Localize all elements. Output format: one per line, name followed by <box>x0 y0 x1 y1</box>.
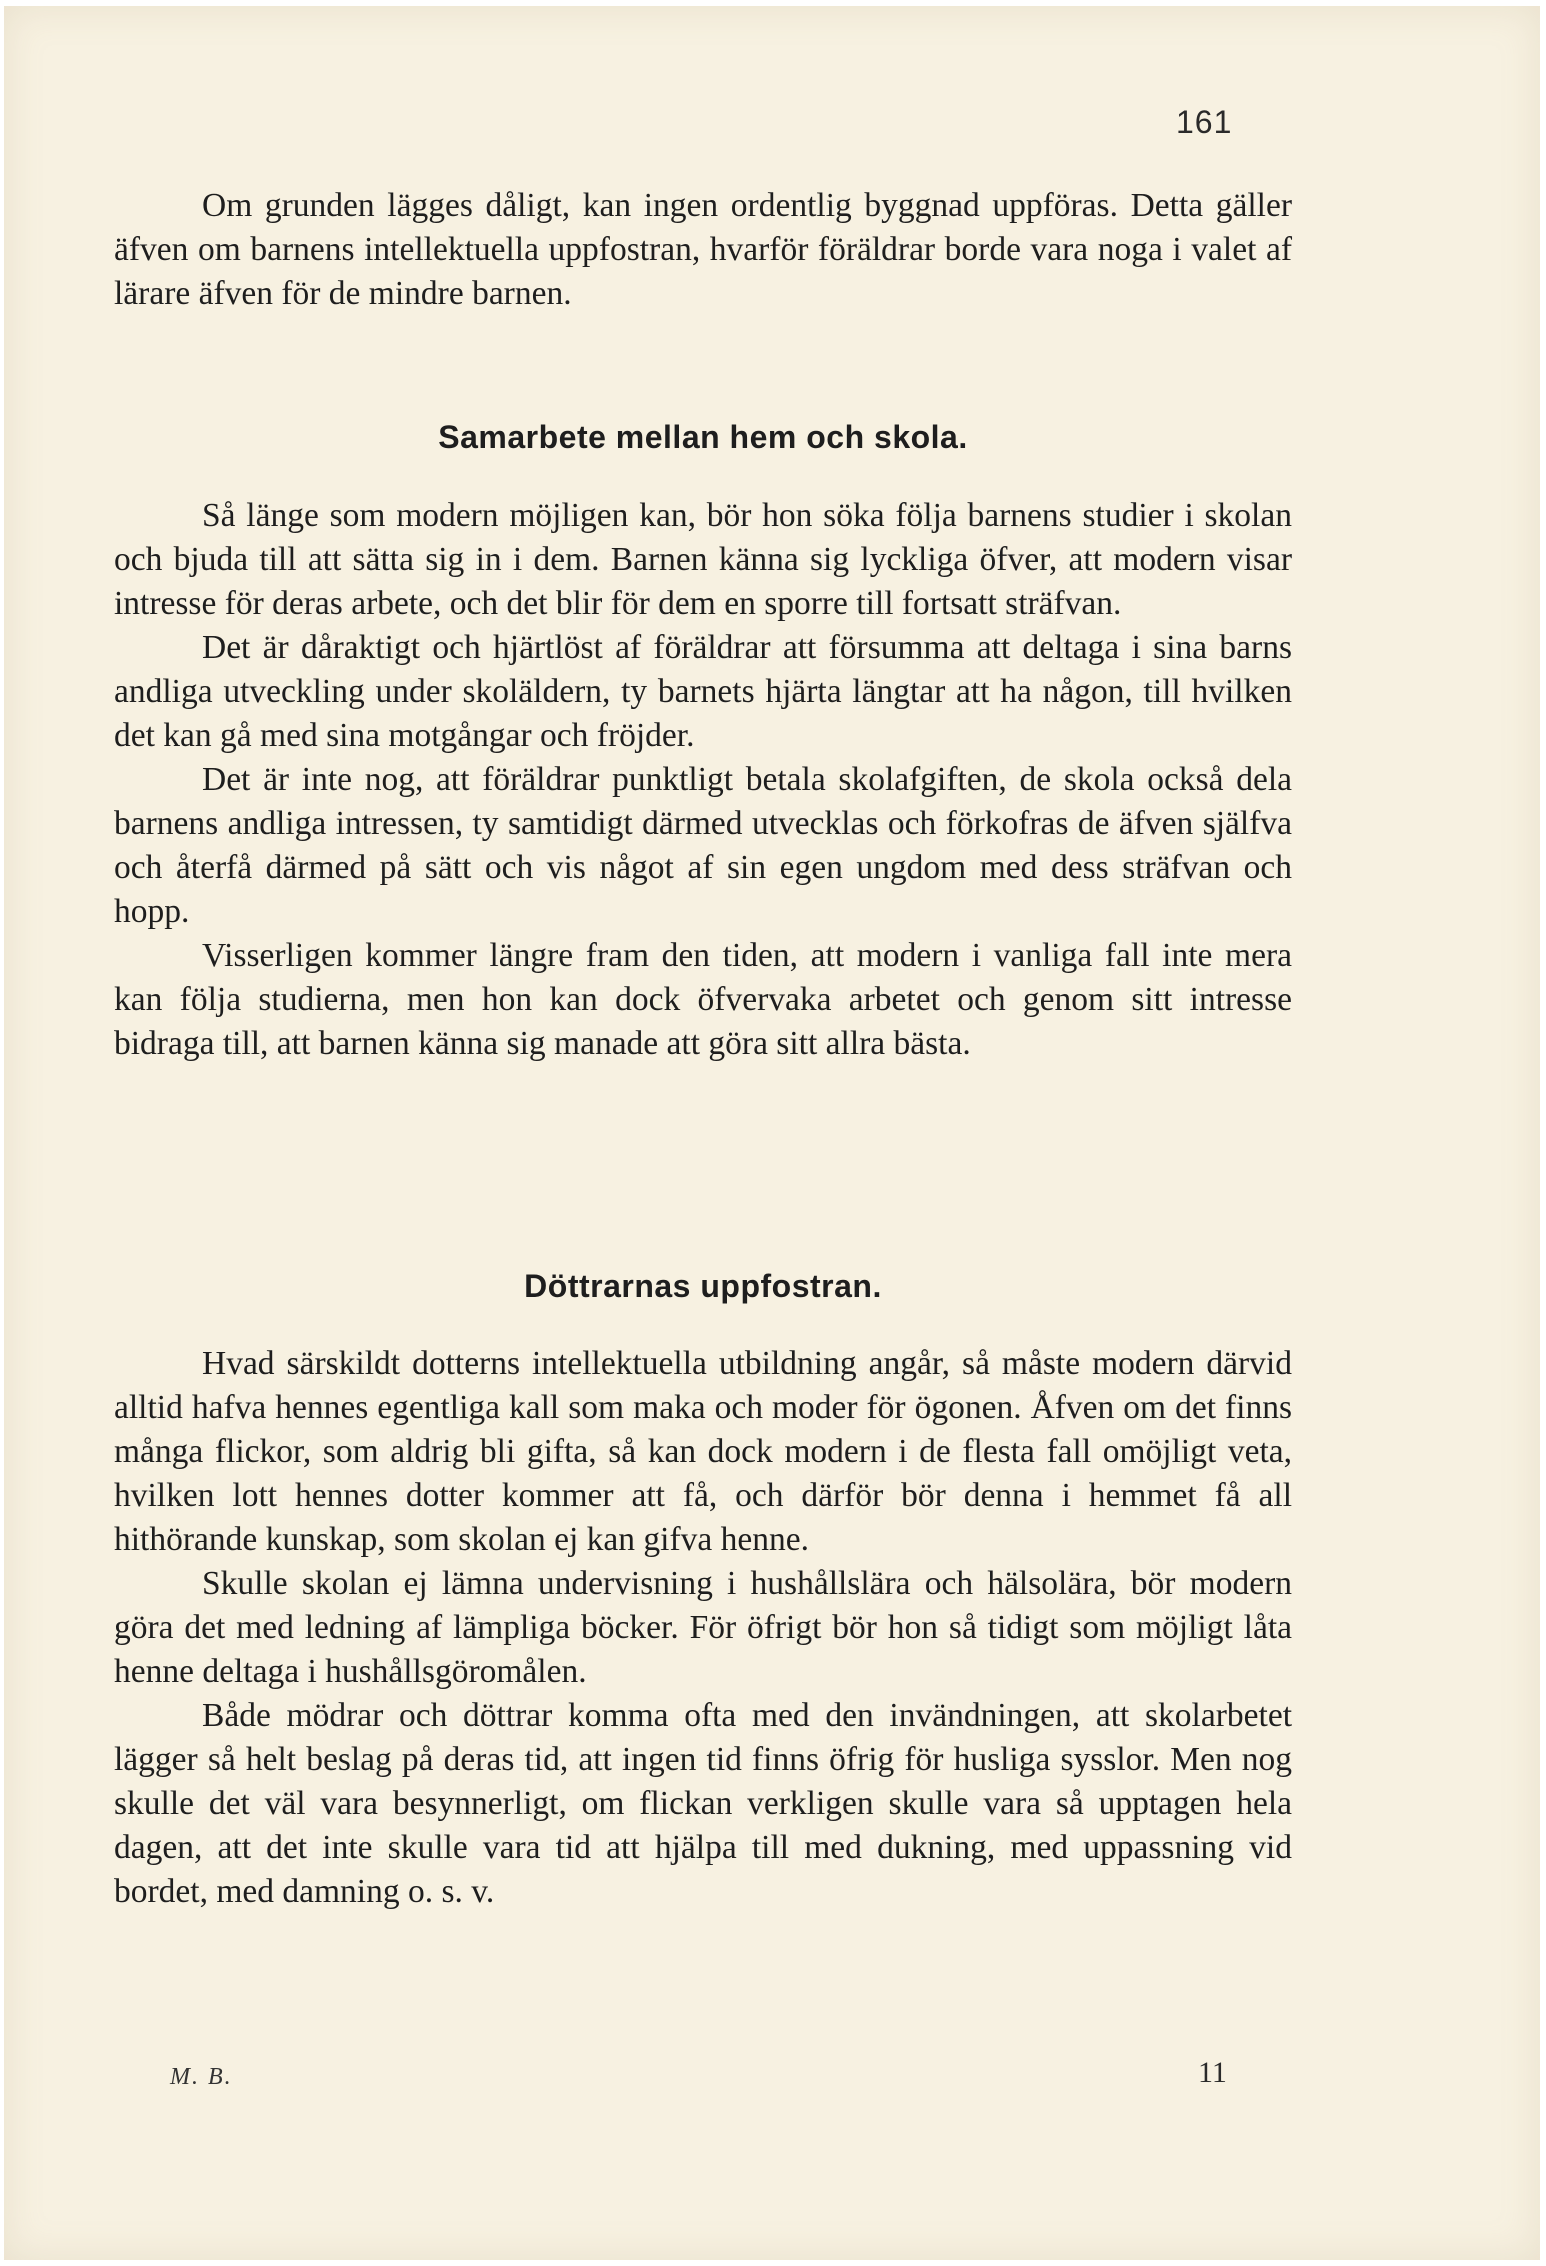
intro-paragraph: Om grunden lägges dåligt, kan ingen ordentlig byggnad uppföras. Detta gäller äfven om barnens intellektuella uppfostran, hvarför föräldrar borde vara noga i valet af lärare äfven för de mindre barnen. <box>114 187 1292 312</box>
section1-body <box>114 494 1292 1066</box>
section2-paragraph-1: Hvad särskildt dotterns intellektuella utbildning angår, så måste modern därvid alltid hafva hennes egentliga kall som maka och moder för ögonen. Åfven om det finns många flickor, som aldrig bli gifta, så kan dock modern i de flesta fall omöjligt veta, hvilken lott hennes dotter kommer att få, och därför bör denna i hemmet få all hithörande kunskap, som skolan ej kan gifva henne. <box>114 1345 1292 1558</box>
intro-block <box>114 184 1292 316</box>
section1-paragraph-3: Det är inte nog, att föräldrar punktligt betala skolafgiften, de skola också dela barnens andliga intressen, ty samtidigt därmed utvecklas och förkofras de äfven själfva och återfå därmed på sätt och vis något af sin egen ungdom med dess sträfvan och hopp. <box>114 761 1292 930</box>
section-heading-dottrarnas: Döttrarnas uppfostran. <box>524 1268 882 1304</box>
section2-paragraph-2: Skulle skolan ej lämna undervisning i hushållslära och hälsolära, bör modern göra det med ledning af lämpliga böcker. För öfrigt bör hon så tidigt som möjligt låta henne deltaga i hushållsgöromålen. <box>114 1565 1292 1690</box>
section1-paragraph-2: Det är dåraktigt och hjärtlöst af föräldrar att försumma att deltaga i sina barns andliga utveckling under skoläldern, ty barnets hjärta längtar att ha någon, till hvilken det kan gå med sina motgångar och fröjder. <box>114 629 1292 754</box>
page-number: 161 <box>1176 104 1233 140</box>
section1-paragraph-1: Så länge som modern möjligen kan, bör hon söka följa barnens studier i skolan och bjuda till att sätta sig in i dem. Barnen känna sig lyckliga öfver, att modern visar intresse för deras arbete, och det blir för dem en sporre till fortsatt sträfvan. <box>114 497 1292 622</box>
printer-signature: M. B. <box>170 2064 233 2090</box>
section2-paragraph-3: Både mödrar och döttrar komma ofta med den invändningen, att skolarbetet lägger så helt beslag på deras tid, att ingen tid finns öfrig för husliga sysslor. Men nog skulle det väl vara besynnerligt, om flickan verkligen skulle vara så upptagen hela dagen, att det inte skulle vara tid att hjälpa till med dukning, med uppassning vid bordet, med damning o. s. v. <box>114 1697 1292 1910</box>
section1-paragraph-4: Visserligen kommer längre fram den tiden, att modern i vanliga fall inte mera kan följa studierna, men hon kan dock öfvervaka arbetet och genom sitt intresse bidraga till, att barnen känna sig manade att göra sitt allra bästa. <box>114 937 1292 1062</box>
sheet-number: 11 <box>1198 2056 1227 2089</box>
section-heading-samarbete: Samarbete mellan hem och skola. <box>438 419 968 455</box>
section2-body <box>114 1342 1292 1914</box>
book-page <box>4 6 1540 2260</box>
